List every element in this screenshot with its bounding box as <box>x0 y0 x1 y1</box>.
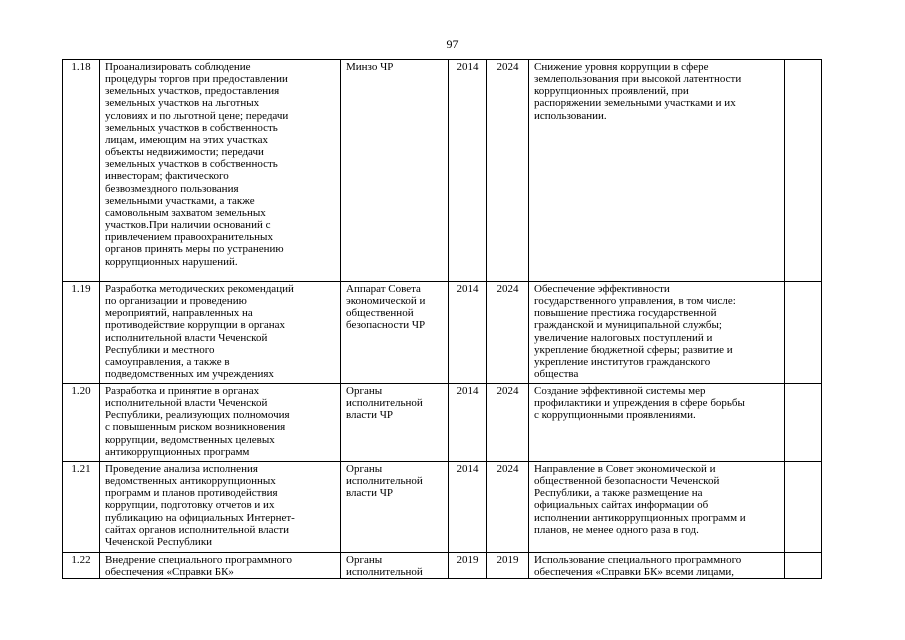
end-year: 2024 <box>487 462 529 553</box>
measure-text: Разработка методических рекомендаций по организации и проведению мероприятий, направленных на противодействие коррупции в органах исполнительной власти Чеченской Республики и местного самоуправления, а также в подведомственных им учреждениях <box>100 282 341 384</box>
executor-text: Органы исполнительной <box>341 553 449 579</box>
table-row <box>63 462 822 553</box>
note-cell <box>785 384 822 462</box>
measure-text: Разработка и принятие в органах исполнительной власти Чеченской Республики, реализующих полномочия с повышенным риском возникновения коррупции, ведомственных целевых антикоррупционных программ <box>100 384 341 462</box>
page-number: 97 <box>446 37 459 51</box>
table-row <box>63 60 822 282</box>
executor-text: Органы исполнительной власти ЧР <box>341 462 449 553</box>
executor-text: Минзо ЧР <box>341 60 449 282</box>
executor-text: Органы исполнительной власти ЧР <box>341 384 449 462</box>
executor-text: Аппарат Совета экономической и общественной безопасности ЧР <box>341 282 449 384</box>
note-cell <box>785 60 822 282</box>
end-year: 2019 <box>487 553 529 579</box>
end-year: 2024 <box>487 60 529 282</box>
end-year: 2024 <box>487 282 529 384</box>
row-number: 1.19 <box>63 282 100 384</box>
measure-text: Внедрение специального программного обеспечения «Справки БК» <box>100 553 341 579</box>
end-year: 2024 <box>487 384 529 462</box>
result-text: Создание эффективной системы мер профилактики и упреждения в сфере борьбы с коррупционными проявлениями. <box>529 384 785 462</box>
result-text: Снижение уровня коррупции в сфере землепользования при высокой латентности коррупционных проявлений, при распоряжении земельными участками и их использовании. <box>529 60 785 282</box>
table-row <box>63 553 822 579</box>
measure-text: Проведение анализа исполнения ведомственных антикоррупционных программ и планов противодействия коррупции, подготовку отчетов и их публикацию на официальных Интернет- сайтах органов исполнительной власти Чеченской Республики <box>100 462 341 553</box>
row-number: 1.22 <box>63 553 100 579</box>
result-text: Обеспечение эффективности государственного управления, в том числе: повышение престижа государственной гражданской и муниципальной службы; увеличение налоговых поступлений и укрепление бюджетной сферы; развитие и укрепление институтов гражданского общества <box>529 282 785 384</box>
note-cell <box>785 462 822 553</box>
start-year: 2014 <box>449 462 487 553</box>
start-year: 2014 <box>449 384 487 462</box>
note-cell <box>785 553 822 579</box>
start-year: 2014 <box>449 60 487 282</box>
start-year: 2019 <box>449 553 487 579</box>
row-number: 1.18 <box>63 60 100 282</box>
note-cell <box>785 282 822 384</box>
result-text: Направление в Совет экономической и общественной безопасности Чеченской Республики, а также размещение на официальных сайтах информации об исполнении антикоррупционных программ и планов, не менее одного раза в год. <box>529 462 785 553</box>
table-row <box>63 282 822 384</box>
measures-table <box>62 59 822 579</box>
row-number: 1.21 <box>63 462 100 553</box>
table-row <box>63 384 822 462</box>
row-number: 1.20 <box>63 384 100 462</box>
start-year: 2014 <box>449 282 487 384</box>
result-text: Использование специального программного обеспечения «Справки БК» всеми лицами, <box>529 553 785 579</box>
measure-text: Проанализировать соблюдение процедуры торгов при предоставлении земельных участков, предоставления земельных участков на льготных условиях и по льготной цене; передачи земельных участков в собственность лицам, имеющим на этих участках объекты недвижимости; передачи земельных участков в собственность инвесторам; фактического безвозмездного пользования земельными участками, а также самовольным захватом земельных участков.При наличии оснований с привлечением правоохранительных органов принять меры по устранению коррупционных нарушений. <box>100 60 341 282</box>
